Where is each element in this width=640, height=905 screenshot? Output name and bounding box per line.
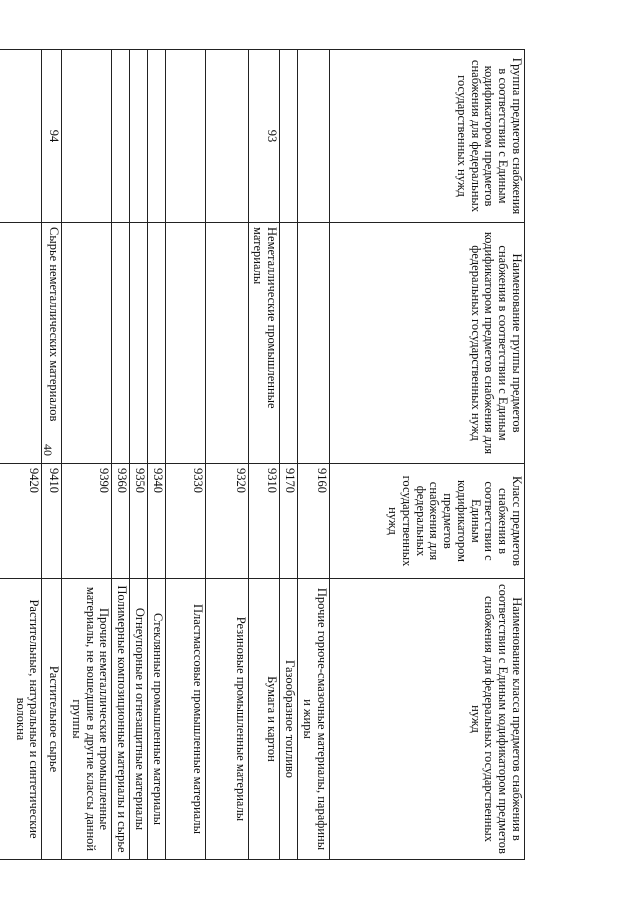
cell-group: 93 (249, 50, 280, 223)
cell-group-name (280, 223, 298, 464)
cell-class: 9360 (112, 464, 130, 579)
cell-class-name: Растительное сырье (42, 579, 62, 860)
table-row (0, 50, 42, 860)
cell-group (166, 50, 206, 223)
cell-group-name: Сырье неметаллических материалов (42, 223, 62, 464)
table-header-row (330, 50, 525, 860)
cell-class: 9420 (0, 464, 42, 579)
cell-class: 9340 (148, 464, 166, 579)
table-row (42, 50, 62, 860)
table-row (62, 50, 112, 860)
table-row (166, 50, 206, 860)
header-class: Класс предметов снабжения в соответствии с Единым кодификатором предметов снабжения для федеральных государственных нужд (330, 464, 525, 579)
cell-class: 9320 (206, 464, 249, 579)
cell-group-name (0, 223, 42, 464)
cell-class-name: Полимерные композиционные материалы и сырье (112, 579, 130, 860)
header-group-name: Наименование группы предметов снабжения в соответствии с Единым кодификатором предметов снабжения для федеральных государственных нужд (330, 223, 525, 464)
cell-class-name: Прочие горюче-смазочные материалы, парафины и жиры (298, 579, 330, 860)
cell-group (280, 50, 298, 223)
cell-class-name: Огнеупорные и огнезащитные материалы (130, 579, 148, 860)
cell-group (112, 50, 130, 223)
supply-class-table (0, 49, 525, 860)
table-row (249, 50, 280, 860)
cell-class-name: Растительные, натуральные и синтетические волокна (0, 579, 42, 860)
cell-group-name (130, 223, 148, 464)
cell-class: 9160 (298, 464, 330, 579)
table-row (112, 50, 130, 860)
cell-group-name (166, 223, 206, 464)
cell-class: 9170 (280, 464, 298, 579)
cell-class-name: Пластмассовые промышленные материалы (166, 579, 206, 860)
cell-group-name (112, 223, 130, 464)
cell-class-name: Стеклянные промышленные материалы (148, 579, 166, 860)
cell-class-name: Резиновые промышленные материалы (206, 579, 249, 860)
cell-group-name (298, 223, 330, 464)
cell-class-name: Прочие неметаллические промышленные материалы, не вошедшие в другие классы данной группы (62, 579, 112, 860)
rotated-table-wrapper (13, 49, 525, 859)
cell-class: 9310 (249, 464, 280, 579)
cell-group-name (62, 223, 112, 464)
table-row (130, 50, 148, 860)
cell-group (62, 50, 112, 223)
cell-class-name: Газообразное топливо (280, 579, 298, 860)
cell-class-name: Бумага и картон (249, 579, 280, 860)
page-number: 40 (41, 444, 55, 456)
table-row (148, 50, 166, 860)
cell-group (206, 50, 249, 223)
cell-group-name: Неметаллические промышленные материалы (249, 223, 280, 464)
cell-group (130, 50, 148, 223)
cell-class: 9390 (62, 464, 112, 579)
table-row (298, 50, 330, 860)
cell-group (148, 50, 166, 223)
cell-group (0, 50, 42, 223)
header-class-name: Наименование класса предметов снабжения в соответствии с Единым кодификатором предметов снабжения для федеральных государственных нужд (330, 579, 525, 860)
header-group: Группа предметов снабжения в соответствии с Единым кодификатором предметов снабжения для федеральных государственных нужд (330, 50, 525, 223)
cell-group: 94 (42, 50, 62, 223)
cell-class: 9350 (130, 464, 148, 579)
table-row (206, 50, 249, 860)
cell-group (298, 50, 330, 223)
cell-class: 9330 (166, 464, 206, 579)
table-row (280, 50, 298, 860)
cell-class: 9410 (42, 464, 62, 579)
cell-group-name (148, 223, 166, 464)
cell-group-name (206, 223, 249, 464)
